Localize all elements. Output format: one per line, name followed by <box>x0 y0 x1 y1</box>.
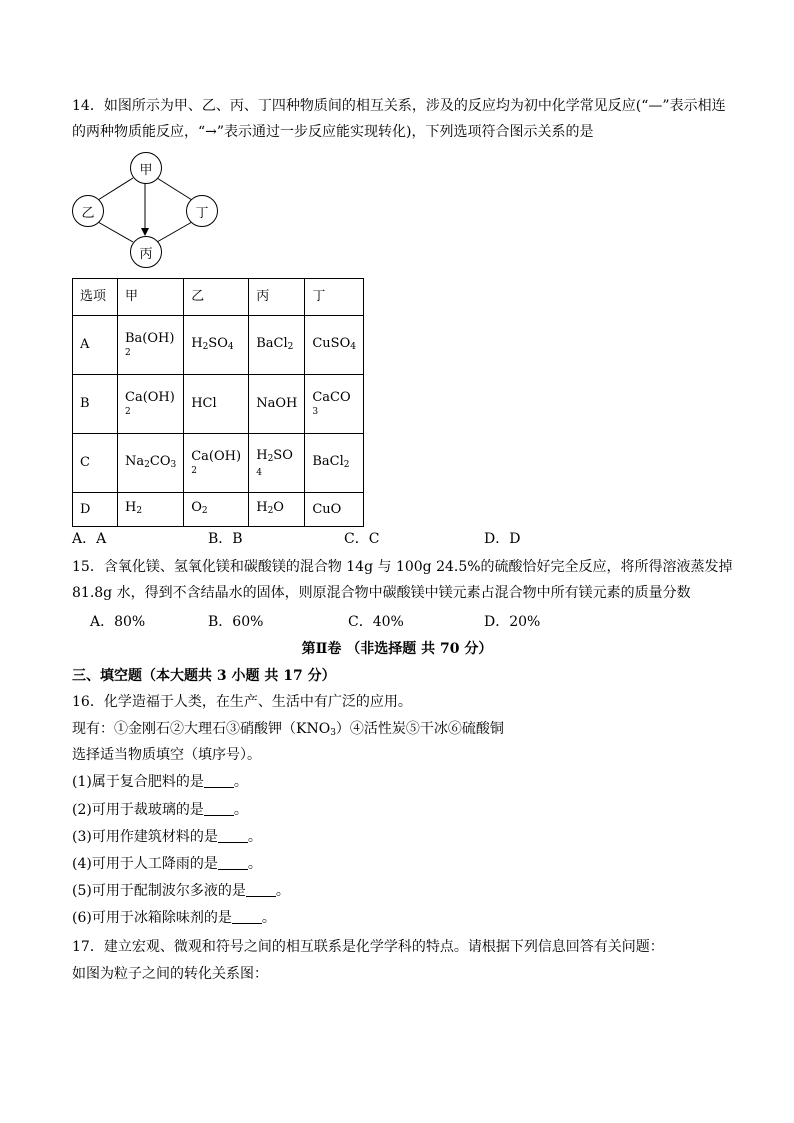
formula-cell <box>118 434 184 493</box>
answer-blank[interactable] <box>218 855 248 870</box>
item-end: 。 <box>247 856 262 872</box>
q17-stem-line2: 如图为粒子之间的转化关系图： <box>72 966 268 982</box>
q16-intro: 16．化学造福于人类，在生产、生活中有广泛的应用。 <box>72 694 412 710</box>
formula-cell <box>305 316 364 375</box>
formula-sub: 4 <box>256 467 262 478</box>
option-cell: B <box>73 375 118 434</box>
formula-cell: NaOH <box>249 375 305 434</box>
line-jia-ding <box>157 178 192 200</box>
option-cell: D <box>73 493 118 527</box>
formula-text: SO <box>273 447 293 463</box>
q16-item <box>72 827 262 847</box>
answer-blank[interactable] <box>246 882 276 897</box>
answer-choice-d: D．D <box>484 531 521 547</box>
q16-item <box>72 908 276 928</box>
q16-instruction: 选择适当物质填空（填序号）。 <box>72 747 261 763</box>
answer-choice-b: B．60% <box>208 614 264 630</box>
answer-blank[interactable] <box>204 801 234 816</box>
answer-blank[interactable] <box>204 773 234 788</box>
table-row <box>73 493 364 527</box>
table-row <box>73 316 364 375</box>
answer-blank[interactable] <box>218 828 248 843</box>
table-header-row <box>73 279 364 316</box>
q16-item <box>72 881 290 901</box>
formula-sub: 2 <box>144 459 150 470</box>
q16-item <box>72 800 248 820</box>
part-heading: 三、填空题（本大题共 3 小题 共 17 分） <box>72 668 336 684</box>
formula-cell: CuO <box>305 493 364 527</box>
answer-choice-d: D．20% <box>484 614 541 630</box>
formula-text: Ca(OH) <box>191 449 242 464</box>
formula-text: H <box>256 447 268 463</box>
line-jia-yi <box>98 178 133 200</box>
q16-item <box>72 772 248 792</box>
section-title: 第Ⅱ卷 （非选择题 共 70 分） <box>301 641 493 657</box>
q14-stem-line1: 14．如图所示为甲、乙、丙、丁四种物质间的相互关系，涉及的反应均为初中化学常见反应(“—”表示相连 <box>72 98 726 114</box>
line-ding-bing <box>157 222 192 242</box>
answer-choice-a: A．80% <box>90 614 146 630</box>
item-text: (6)可用于冰箱除味剂的是 <box>72 910 232 926</box>
q16-item <box>72 854 262 874</box>
formula-text: H <box>125 500 137 515</box>
node-jia: 甲 <box>130 152 162 184</box>
answer-choice-c: C．C <box>344 531 380 547</box>
options-table <box>72 278 364 527</box>
table-row <box>73 375 364 434</box>
list-text: 现有：①金刚石②大理石③硝酸钾（KNO <box>72 721 331 737</box>
formula-sub: 2 <box>136 506 143 516</box>
formula-text: SO <box>208 335 228 351</box>
q16-substance-list <box>72 719 504 743</box>
node-yi: 乙 <box>72 195 104 227</box>
formula-sub: 2 <box>191 466 197 476</box>
formula-text: O <box>273 500 284 515</box>
q15-answer-choices <box>90 611 690 631</box>
formula-text: Ba(OH) <box>125 331 175 346</box>
node-bing: 丙 <box>130 236 162 268</box>
formula-text: CO <box>149 453 171 469</box>
formula-cell <box>184 434 249 493</box>
list-text: ）④活性炭⑤干冰⑥硫酸铜 <box>335 721 504 737</box>
answer-choice-c: C．40% <box>348 614 404 630</box>
formula-cell <box>118 493 184 527</box>
item-end: 。 <box>233 802 248 818</box>
formula-sub: 3 <box>170 459 177 470</box>
formula-sub: 2 <box>125 348 131 358</box>
formula-sub: 2 <box>202 341 209 352</box>
item-end: 。 <box>247 829 262 845</box>
header-cell: 甲 <box>118 279 184 316</box>
formula-text: BaCl <box>256 335 288 351</box>
formula-sub: 4 <box>227 341 234 352</box>
option-cell: A <box>73 316 118 375</box>
formula-sub: 2 <box>267 453 274 464</box>
item-text: (4)可用于人工降雨的是 <box>72 856 218 872</box>
option-cell: C <box>73 434 118 493</box>
formula-sub: 4 <box>350 341 356 352</box>
formula-text: H <box>191 335 203 351</box>
formula-text: O <box>191 500 202 515</box>
item-text: (5)可用于配制波尔多液的是 <box>72 883 246 899</box>
item-text: (3)可用作建筑材料的是 <box>72 829 218 845</box>
header-cell: 乙 <box>184 279 249 316</box>
formula-cell <box>249 316 305 375</box>
formula-sub: 2 <box>267 506 274 516</box>
header-cell: 选项 <box>73 279 118 316</box>
item-text: (2)可用于裁玻璃的是 <box>72 802 204 818</box>
item-end: 。 <box>233 774 248 790</box>
formula-text: Ca(OH) <box>125 390 175 405</box>
table-row <box>73 434 364 493</box>
formula-text: BaCl <box>312 453 344 469</box>
formula-cell <box>249 434 305 493</box>
q15-stem-line2: 81.8g 水，得到不含结晶水的固体，则原混合物中碳酸镁中镁元素占混合物中所有镁元素的质量分数 <box>72 585 691 601</box>
answer-blank[interactable] <box>232 909 262 924</box>
answer-choice-b: B．B <box>208 531 243 547</box>
header-cell: 丁 <box>305 279 364 316</box>
header-cell: 丙 <box>249 279 305 316</box>
formula-cell <box>305 434 364 493</box>
formula-cell <box>118 316 184 375</box>
arrow-head <box>141 228 149 236</box>
formula-sub: 2 <box>343 459 350 470</box>
formula-cell <box>118 375 184 434</box>
item-end: 。 <box>275 883 290 899</box>
formula-sub: 2 <box>287 341 294 352</box>
item-text: (1)属于复合肥料的是 <box>72 774 204 790</box>
formula-text: CuSO <box>312 335 351 351</box>
formula-cell <box>305 375 364 434</box>
formula-sub: 3 <box>312 407 319 417</box>
node-ding: 丁 <box>186 195 218 227</box>
formula-cell <box>249 493 305 527</box>
line-yi-bing <box>98 222 133 242</box>
q14-answer-choices <box>72 528 672 548</box>
formula-text: Na <box>125 453 145 469</box>
answer-choice-a: A．A <box>72 531 107 547</box>
formula-cell <box>184 493 249 527</box>
q14-stem-line2: 的两种物质能反应，“→”表示通过一步反应能实现转化)，下列选项符合图示关系的是 <box>72 124 594 140</box>
list-sub: 3 <box>330 728 336 738</box>
formula-cell: HCl <box>184 375 249 434</box>
formula-text: H <box>256 500 268 515</box>
formula-cell <box>184 316 249 375</box>
item-end: 。 <box>261 910 276 926</box>
formula-text: CaCO <box>312 390 351 405</box>
q17-stem-line1: 17．建立宏观、微观和符号之间的相互联系是化学学科的特点。请根据下列信息回答有关问题： <box>72 939 664 955</box>
q15-stem-line1: 15．含氧化镁、氢氧化镁和碳酸镁的混合物 14g 与 100g 24.5%的硫酸恰好完全反应，将所得溶液蒸发掉 <box>72 559 733 575</box>
formula-sub: 2 <box>125 407 131 417</box>
formula-sub: 2 <box>201 506 208 516</box>
